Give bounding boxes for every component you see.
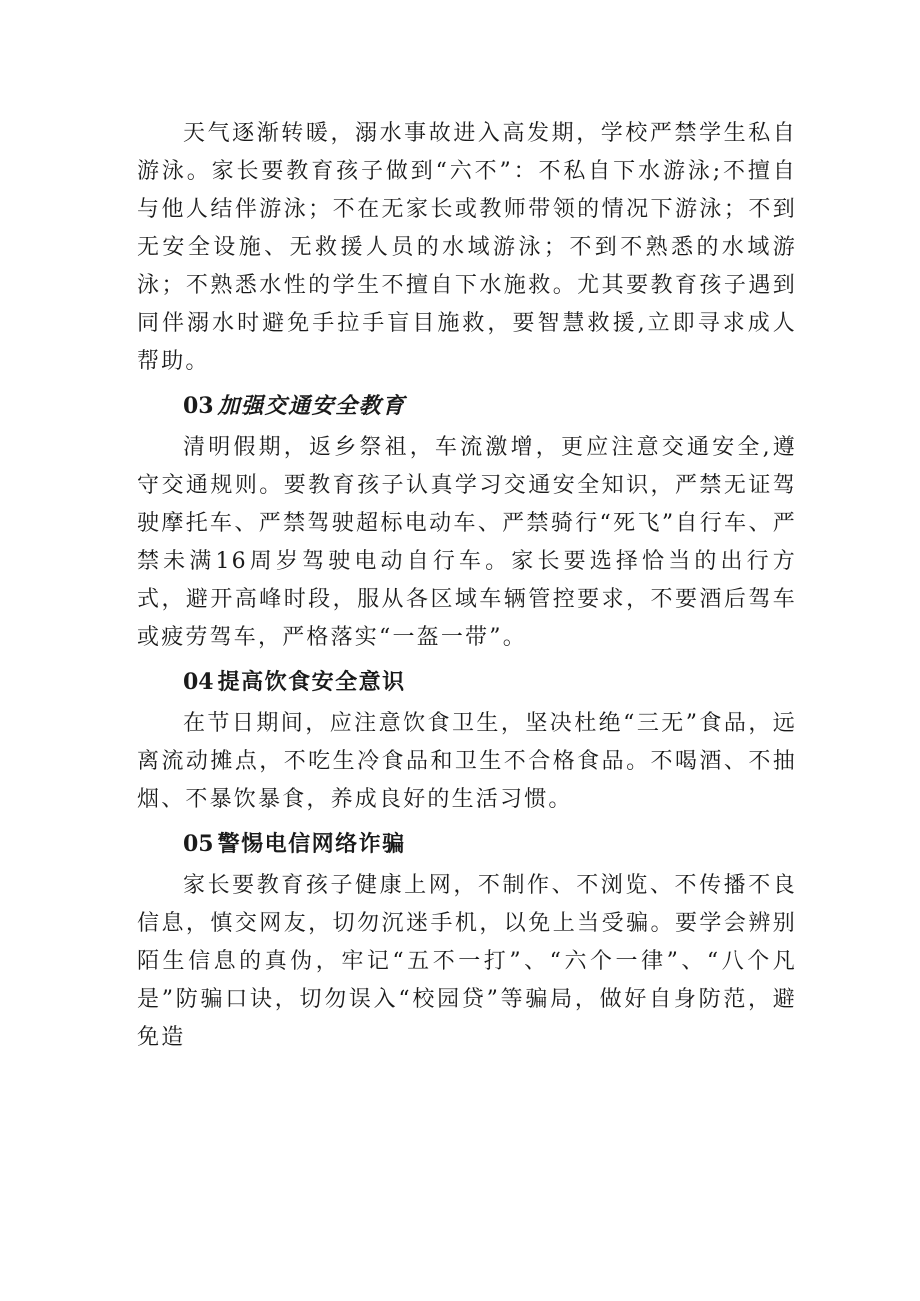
paragraph-traffic-safety: 清明假期，返乡祭祖，车流激增，更应注意交通安全,遵守交通规则。要教育孩子认真学习交通安全知识，严禁无证驾驶摩托车、严禁驾驶超标电动车、严禁骑行“死飞”自行车、严禁未满16周岁驾驶电动自行车。家长要选择恰当的出行方式，避开高峰时段，服从各区域车辆管控要求，不要酒后驾车或疲劳驾车，严格落实“一盔一带”。: [137, 435, 797, 650]
section-title: 提高饮食安全意识: [217, 669, 406, 695]
paragraph-drowning-safety: 天气逐渐转暖，溺水事故进入高发期，学校严禁学生私自游泳。家长要教育孩子做到“六不”：不私自下水游泳;不擅自与他人结伴游泳；不在无家长或教师带领的情况下游泳；不到无安全设施、无救援人员的水域游泳；不到不熟悉的水域游泳；不熟悉水性的学生不擅自下水施救。尤其要教育孩子遇到同伴溺水时避免手拉手盲目施救，要智慧救援,立即寻求成人帮助。: [137, 121, 797, 374]
section-heading-traffic-safety: [137, 381, 797, 429]
document-page: [137, 115, 797, 1057]
paragraph-fraud-warning: 家长要教育孩子健康上网，不制作、不浏览、不传播不良信息，慎交网友，切勿沉迷手机，以免上当受骗。要学会辨别陌生信息的真伪，牢记“五不一打”、“六个一律”、“八个凡是”防骗口诀，切勿误入“校园贷”等骗局，做好自身防范，避免造: [137, 873, 797, 1050]
section-number: 05: [183, 831, 214, 857]
section-number: 04: [183, 669, 214, 695]
paragraph-food-safety: 在节日期间，应注意饮食卫生，坚决杜绝“三无”食品，远离流动摊点，不吃生冷食品和卫生不合格食品。不喝酒、不抽烟、不暴饮暴食，养成良好的生活习惯。: [137, 711, 797, 812]
section-heading-fraud-warning: [137, 819, 797, 867]
section-heading-food-safety: [137, 657, 797, 705]
section-title: 警惕电信网络诈骗: [217, 831, 406, 857]
section-number: 03: [183, 393, 214, 419]
section-title: 加强交通安全教育: [217, 393, 406, 419]
